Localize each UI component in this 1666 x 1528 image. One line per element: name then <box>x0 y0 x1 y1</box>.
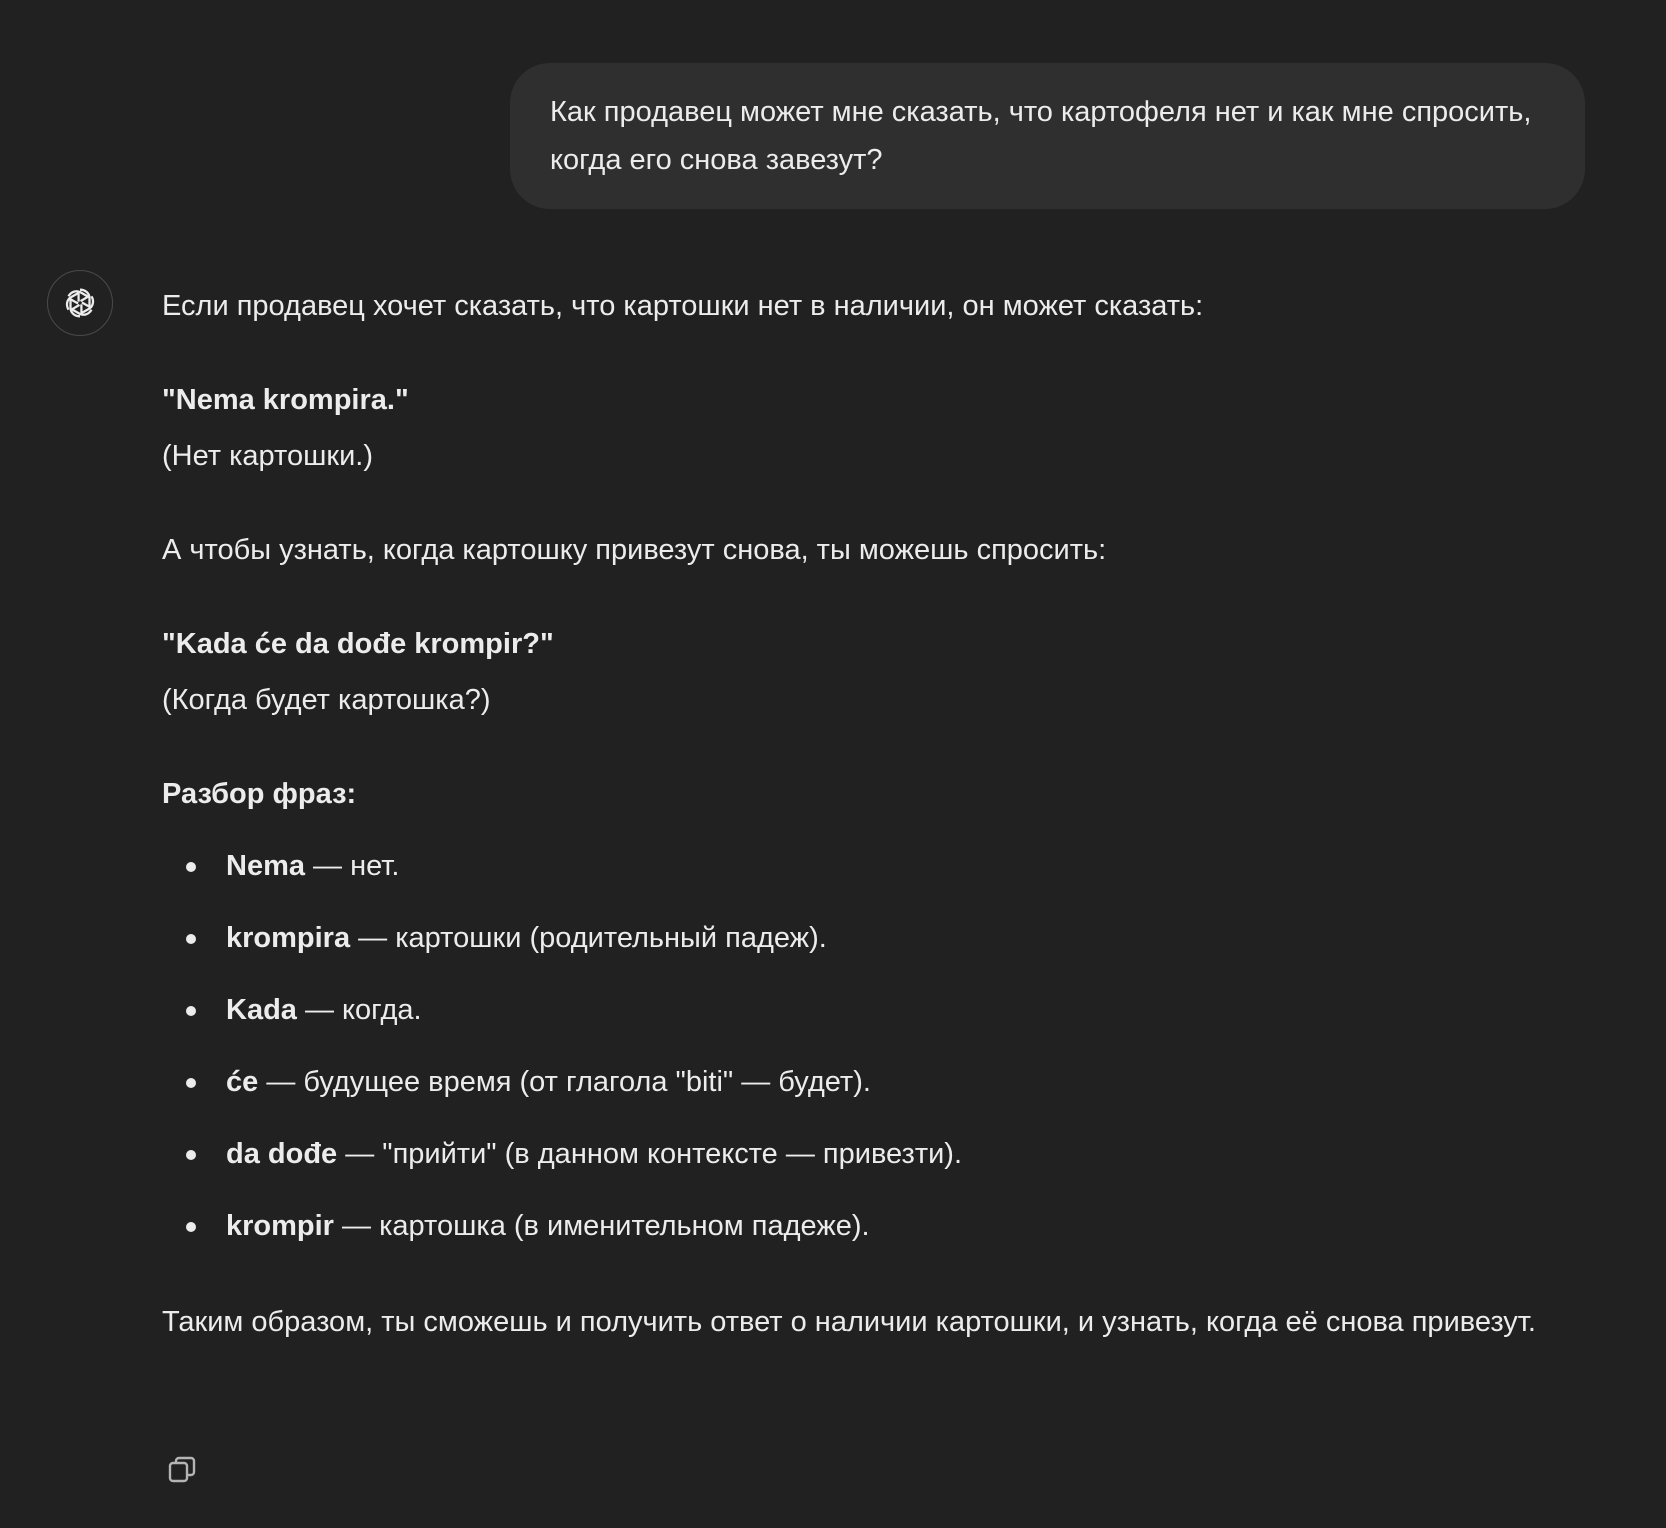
term: krompira <box>226 922 351 954</box>
bullet-dot <box>186 1078 196 1088</box>
user-message-text: Как продавец может мне сказать, что картофеля нет и как мне спросить, когда его снова завезут? <box>550 96 1532 176</box>
term: Kada <box>226 994 297 1026</box>
phrase-2: "Kada će da dođe krompir?" <box>162 628 554 660</box>
phrase-1: "Nema krompira." <box>162 384 409 416</box>
term: da dođe <box>226 1138 338 1170</box>
bullet-dot <box>186 1150 196 1160</box>
bullet-dot <box>186 934 196 944</box>
term: krompir <box>226 1210 334 1242</box>
term-desc: — когда. <box>296 994 422 1026</box>
term-desc: — картошки (родительный падеж). <box>350 922 827 954</box>
ask-intro: А чтобы узнать, когда картошку привезут снова, ты можешь спросить: <box>162 534 1107 566</box>
term-desc: — картошка (в именительном падеже). <box>333 1210 870 1242</box>
term-desc: — будущее время (от глагола "biti" — будет). <box>258 1066 871 1098</box>
term-desc: — нет. <box>305 850 400 882</box>
assistant-avatar <box>47 270 113 336</box>
bullet-dot <box>186 1222 196 1232</box>
phrase-2-translation: (Когда будет картошка?) <box>162 684 491 716</box>
term: će <box>226 1066 259 1098</box>
user-message-bubble <box>510 63 1585 209</box>
copy-icon <box>165 1453 199 1487</box>
assistant-summary: Таким образом, ты сможешь и получить ответ о наличии картошки, и узнать, когда её снова привезут. <box>162 1306 1536 1338</box>
bullet-dot <box>186 1006 196 1016</box>
breakdown-heading: Разбор фраз: <box>162 778 357 810</box>
openai-logo-icon <box>61 284 99 322</box>
term: Nema <box>226 850 305 882</box>
phrase-1-translation: (Нет картошки.) <box>162 440 374 472</box>
term-desc: — "прийти" (в данном контексте — привезти). <box>337 1138 963 1170</box>
copy-button[interactable] <box>160 1448 204 1492</box>
assistant-intro: Если продавец хочет сказать, что картошки нет в наличии, он может сказать: <box>162 290 1204 322</box>
bullet-dot <box>186 862 196 872</box>
